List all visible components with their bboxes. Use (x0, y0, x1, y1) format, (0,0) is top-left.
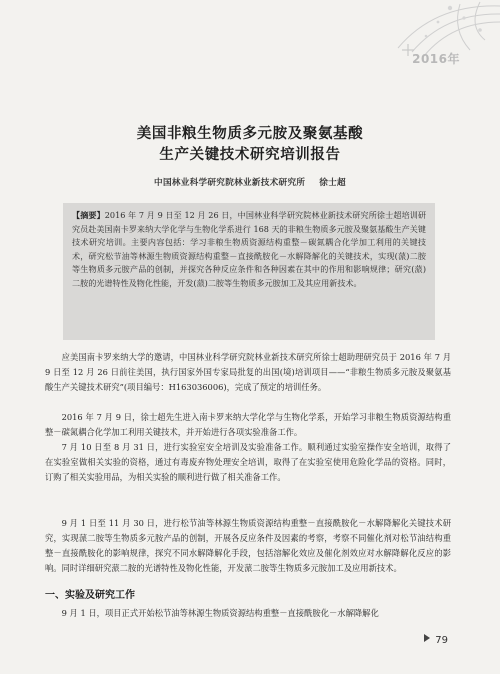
paragraph-text: 7 月 10 日至 8 月 31 日，进行实验室安全培训及实验准备工作。顺利通过实验室操作安全培训，取得了在实验室做相关实验的资格，通过有毒废弃物处理安全培训，取得了在实验室使用危险化学品的资格。同时，订购了相关实验用品，为相关实验的顺利进行做了相关准备工作。 (45, 442, 451, 482)
page-number-text: 79 (435, 635, 448, 646)
article-title-line-1: 美国非粮生物质多元胺及聚氨基酸 (136, 126, 364, 142)
body-paragraph-4 (45, 516, 451, 576)
author-line (0, 176, 500, 188)
author-name: 徐士超 (319, 178, 346, 188)
body-paragraph-1 (45, 350, 451, 395)
body-paragraph-3 (45, 440, 451, 485)
paragraph-text: 9 月 1 日，项目正式开始松节油等林源生物质资源结构重整－直接酰胺化－水解降解化 (61, 608, 379, 618)
corner-ornament (340, 0, 500, 95)
page-marker-icon (424, 634, 430, 642)
section-heading: 一、实验及研究工作 (45, 590, 135, 601)
year-label: 2016年 (412, 52, 460, 66)
paragraph-text: 9 月 1 日至 11 月 30 日，进行松节油等林源生物质资源结构重整－直接酰胺化－水解降解化关键技术研究，实现蒎二胺等生物质多元胺产品的创制，开展各反应条件及因素的考察，考察不同催化剂对松节油结构重整－直接酰胺化的影响规律，探究不同水解降解化手段，包括溶解化效应及催化剂效应对水解降解化反应的影响。同时详细研究蒎二胺的光谱特性及物化性能，开发蒎二胺等生物质多元胺加工及应用新技术。 (45, 518, 451, 573)
body-paragraph-2 (45, 410, 451, 440)
body-paragraph-5 (45, 606, 451, 621)
abstract-text: 2016 年 7 月 9 日至 12 月 26 日，中国林业科学研究院林业新技术研究所徐士超培训研究员赴美国南卡罗来纳大学化学与生物化学系进行 168 天的非粮生物质多元胺及聚氨基酸生产关键技术研究培训。主要内容包括：学习非粮生物质资源结构重整－碳氮耦合化学加工利用的关键技术，研究松节油等林源生物质资源结构重整－直接酰胺化－水解降解化的关键技术，实现(蒎)二胺等生物质多元胺产品的创制，并探究各种反应条件和各种因素在其中的作用和影响规律；研究(蒎)二胺的光谱特性及物化性能，开发(蒎)二胺等生物质多元胺加工及其应用新技术。 (72, 210, 426, 288)
paragraph-text: 应美国南卡罗来纳大学的邀请，中国林业科学研究院林业新技术研究所徐士超助理研究员于 2016 年 7 月 9 日至 12 月 26 日前往美国，执行国家外国专家局批复的出国(境)培训项目——“非粮生物质多元胺及聚氨基酸生产关键技术研究”(项目编号：H163036006)，完成了预定的培训任务。 (45, 352, 451, 392)
abstract-box (63, 203, 435, 340)
article-title-line-2: 生产关键技术研究培训报告 (159, 147, 341, 163)
author-affiliation: 中国林业科学研究院林业新技术研究所 (154, 178, 306, 188)
paragraph-text: 2016 年 7 月 9 日，徐士超先生进入南卡罗来纳大学化学与生物化学系，开始学习非粮生物质资源结构重整－碳氮耦合化学加工利用关键技术，并开始进行各项实验准备工作。 (45, 412, 451, 437)
abstract-label: 【摘要】 (72, 210, 105, 220)
page-number (424, 634, 448, 646)
